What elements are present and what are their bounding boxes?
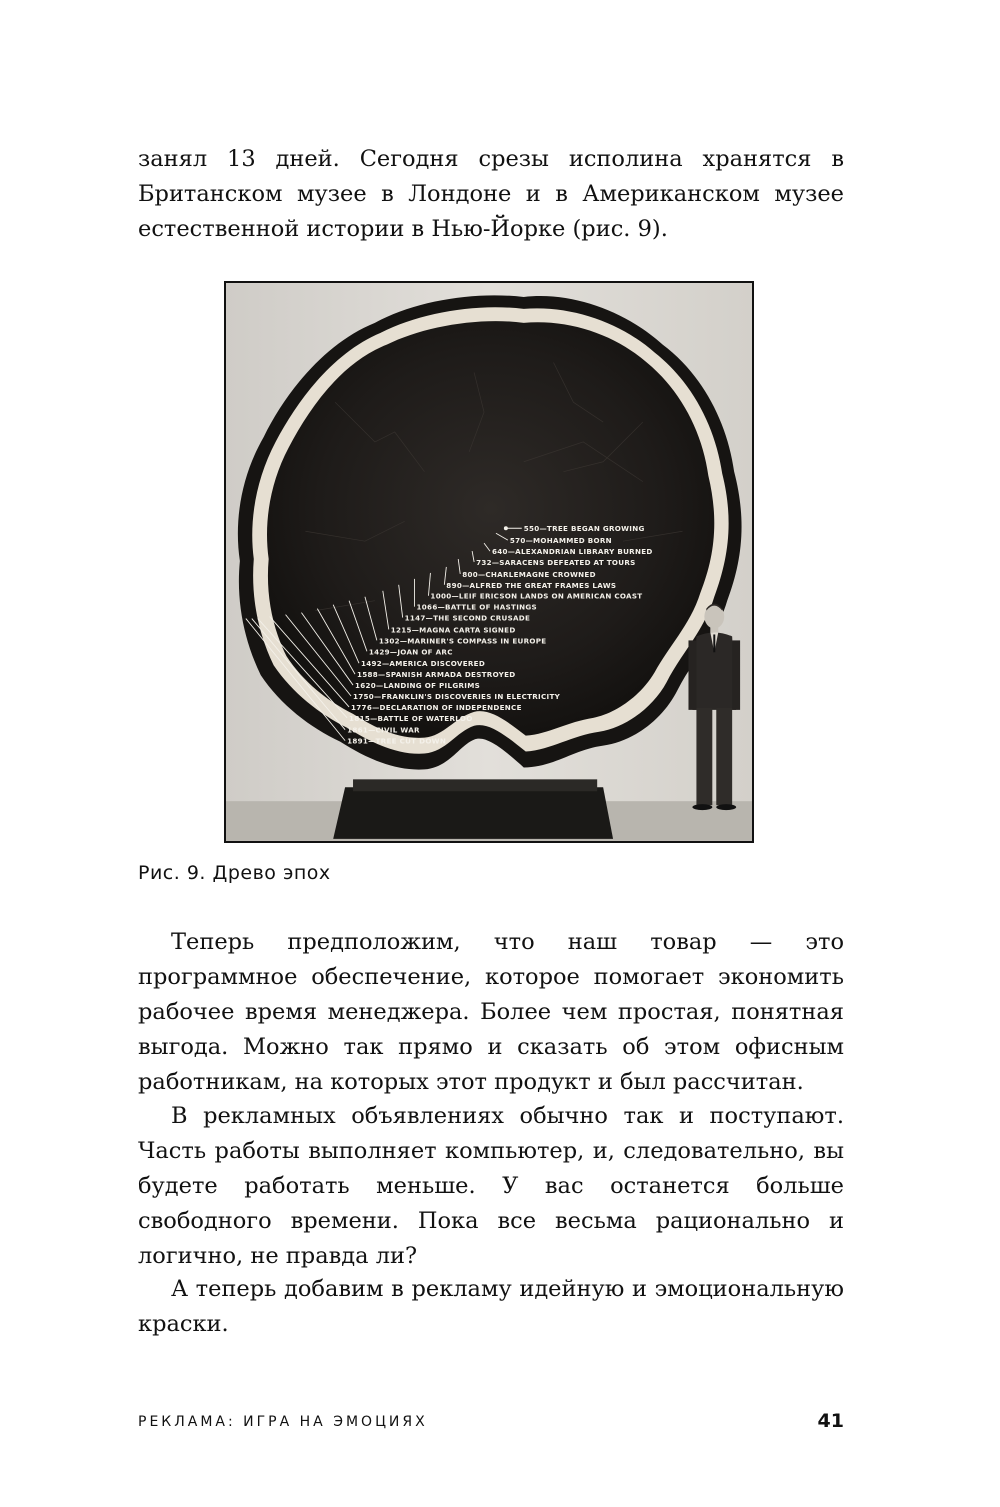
timeline-label: 1620—LANDING OF PILGRIMS [355, 681, 481, 691]
pedestal [333, 787, 613, 839]
timeline-label: 1066—BATTLE OF HASTINGS [416, 602, 537, 612]
paragraph-1: занял 13 дней. Сегодня срезы исполина хранятся в Британском музее в Лондоне и в Американском музее естественной истории в Нью-Йорке (рис. 9). [138, 146, 844, 242]
tree-slice-photo [226, 283, 752, 841]
figure-caption: Рис. 9. Древо эпох [138, 862, 331, 884]
timeline-label: 640—ALEXANDRIAN LIBRARY BURNED [491, 547, 653, 557]
running-header: РЕКЛАМА: ИГРА НА ЭМОЦИЯХ [138, 1414, 428, 1430]
figure-tree-of-ages [224, 281, 754, 843]
paragraph-4: А теперь добавим в рекламу идейную и эмоциональную краски. [138, 1276, 844, 1337]
timeline-label: 1429—JOAN OF ARC [368, 647, 453, 657]
timeline-label: 1861—CIVIL WAR [347, 725, 420, 735]
timeline-label: 800—CHARLEMAGNE CROWNED [462, 569, 596, 579]
timeline-label: 1750—FRANKLIN'S DISCOVERIES IN ELECTRICITY [353, 691, 561, 701]
paragraph-3: В рекламных объявлениях обычно так и поступают. Часть работы выполняет компьютер, и, следовательно, вы будете работать меньше. У вас останется больше свободного времени. Пока все весьма рационально и логично, не правда ли? [138, 1103, 844, 1269]
timeline-label: 1815—BATTLE OF WATERLOO [349, 713, 473, 723]
timeline-label: 1302—MARINER'S COMPASS IN EUROPE [378, 636, 547, 646]
timeline-label: 1147—THE SECOND CRUSADE [404, 613, 531, 623]
page-number: 41 [817, 1410, 844, 1432]
timeline-label: 550—TREE BEGAN GROWING [523, 524, 645, 534]
timeline-label: 1215—MAGNA CARTA SIGNED [390, 625, 516, 635]
timeline-label: 732—SARACENS DEFEATED AT TOURS [476, 557, 636, 567]
paragraph-2: Теперь предположим, что наш товар — это программное обеспечение, которое помогает экономить рабочее время менеджера. Более чем простая, понятная выгода. Можно так прямо и сказать об этом офисным работникам, на которых этот продукт и был рассчитан. [138, 929, 844, 1095]
timeline-label: 1000—LEIF ERICSON LANDS ON AMERICAN COAST [430, 591, 643, 601]
timeline-label: 1891—TREE CUT DOWN [347, 736, 447, 746]
timeline-label: 890—ALFRED THE GREAT FRAMES LAWS [446, 580, 617, 590]
timeline-label: 1588—SPANISH ARMADA DESTROYED [357, 670, 516, 680]
timeline-label: 1492—AMERICA DISCOVERED [360, 659, 486, 669]
timeline-label: 570—MOHAMMED BORN [509, 536, 612, 546]
timeline-label: 1776—DECLARATION OF INDEPENDENCE [351, 702, 522, 712]
